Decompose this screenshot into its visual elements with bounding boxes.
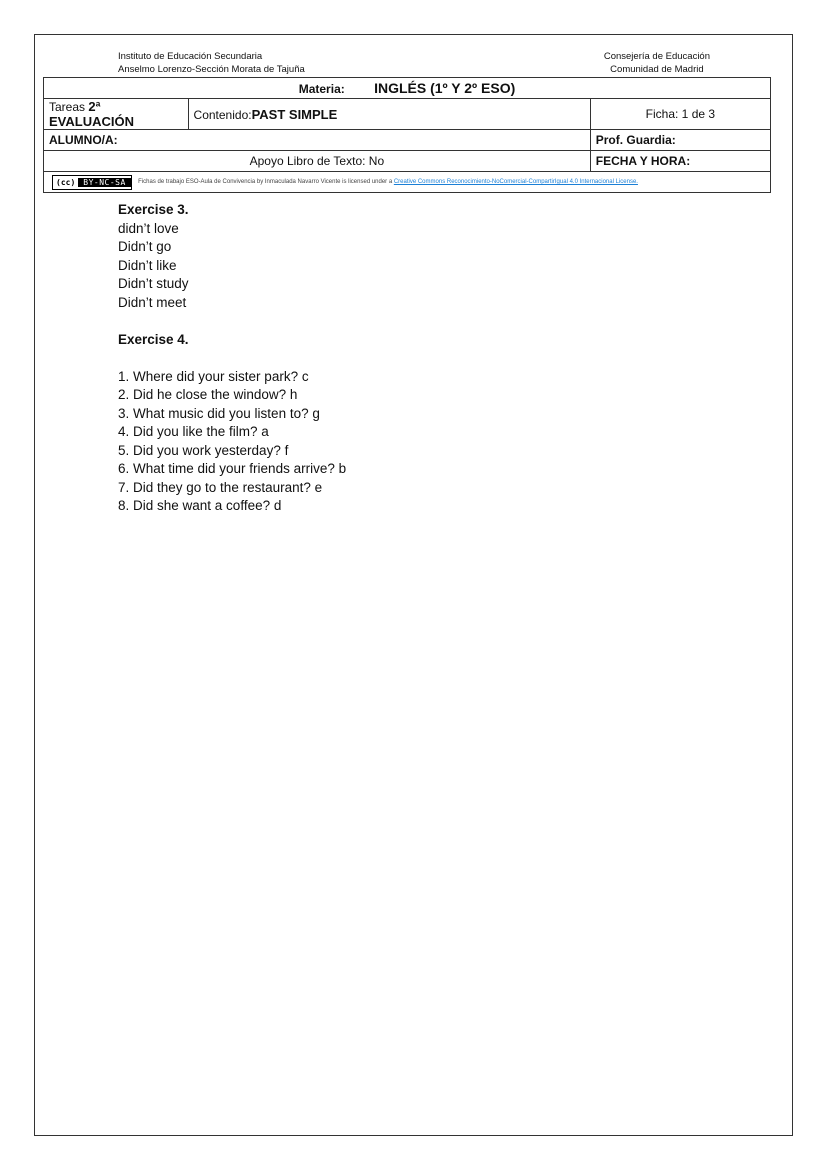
list-item: 1. Where did your sister park? c	[118, 368, 309, 384]
apoyo-field: Apoyo Libro de Texto: No	[44, 151, 591, 172]
license-statement: Fichas de trabajo ESO-Aula de Convivencia by Inmaculada Navarro Vicente is licensed under a	[138, 179, 394, 186]
answers-content	[118, 201, 346, 516]
apoyo-row	[44, 151, 771, 172]
exercise4-title: Exercise 4.	[118, 331, 189, 347]
cc-terms: BY-NC-SA	[78, 178, 131, 187]
list-item: 7. Did they go to the restaurant? e	[118, 479, 323, 495]
license-text	[138, 179, 638, 185]
list-item: 4. Did you like the film? a	[118, 424, 269, 439]
contenido-value: PAST SIMPLE	[251, 106, 338, 122]
license-row	[44, 172, 771, 193]
prof-field[interactable]: Prof. Guardia:	[590, 130, 770, 151]
institution-right	[604, 50, 710, 76]
comunidad: Comunidad de Madrid	[610, 64, 704, 75]
exercise3-list	[118, 220, 346, 313]
cc-icon: (cc)	[53, 178, 78, 187]
list-item: 8. Did she want a coffee? d	[118, 498, 282, 513]
list-item: didn’t love	[118, 220, 179, 236]
cc-license-badge	[52, 175, 132, 190]
list-item: 2. Did he close the window? h	[118, 387, 298, 402]
exercise3-title: Exercise 3.	[118, 202, 189, 217]
tareas-prefix: Tareas	[49, 100, 89, 114]
header-table	[43, 77, 771, 193]
contenido-prefix: Contenido:	[193, 107, 252, 122]
materia-label: Materia:	[298, 82, 345, 96]
list-item: Didn’t go	[118, 239, 172, 254]
institution-name: Instituto de Educación Secundaria	[118, 51, 263, 62]
materia-row	[44, 78, 771, 99]
ficha: Ficha: 1 de 3	[590, 99, 770, 130]
list-item: Didn’t like	[118, 257, 177, 273]
tareas-row	[44, 99, 771, 130]
list-item: 3. What music did you listen to? g	[118, 405, 320, 421]
list-item: 6. What time did your friends arrive? b	[118, 461, 347, 476]
license-link[interactable]: Creative Commons Reconocimiento-NoComercial-CompartirIgual 4.0 Internacional License.	[393, 179, 638, 186]
exercise4-list	[118, 368, 346, 516]
fecha-field[interactable]: FECHA Y HORA:	[590, 151, 770, 172]
alumno-field[interactable]: ALUMNO/A:	[44, 130, 591, 151]
list-item: 5. Did you work yesterday? f	[118, 442, 289, 458]
tareas-value: 2ª EVALUACIÓN	[49, 99, 134, 129]
institution-left	[118, 50, 305, 76]
materia-value: INGLÉS (1º Y 2º ESO)	[374, 80, 516, 96]
consejeria: Consejería de Educación	[603, 51, 710, 62]
alumno-row	[44, 130, 771, 151]
list-item: Didn’t study	[118, 276, 189, 291]
list-item: Didn’t meet	[118, 294, 187, 310]
page-frame	[34, 34, 793, 1136]
institution-section: Anselmo Lorenzo-Sección Morata de Tajuña	[118, 64, 305, 75]
